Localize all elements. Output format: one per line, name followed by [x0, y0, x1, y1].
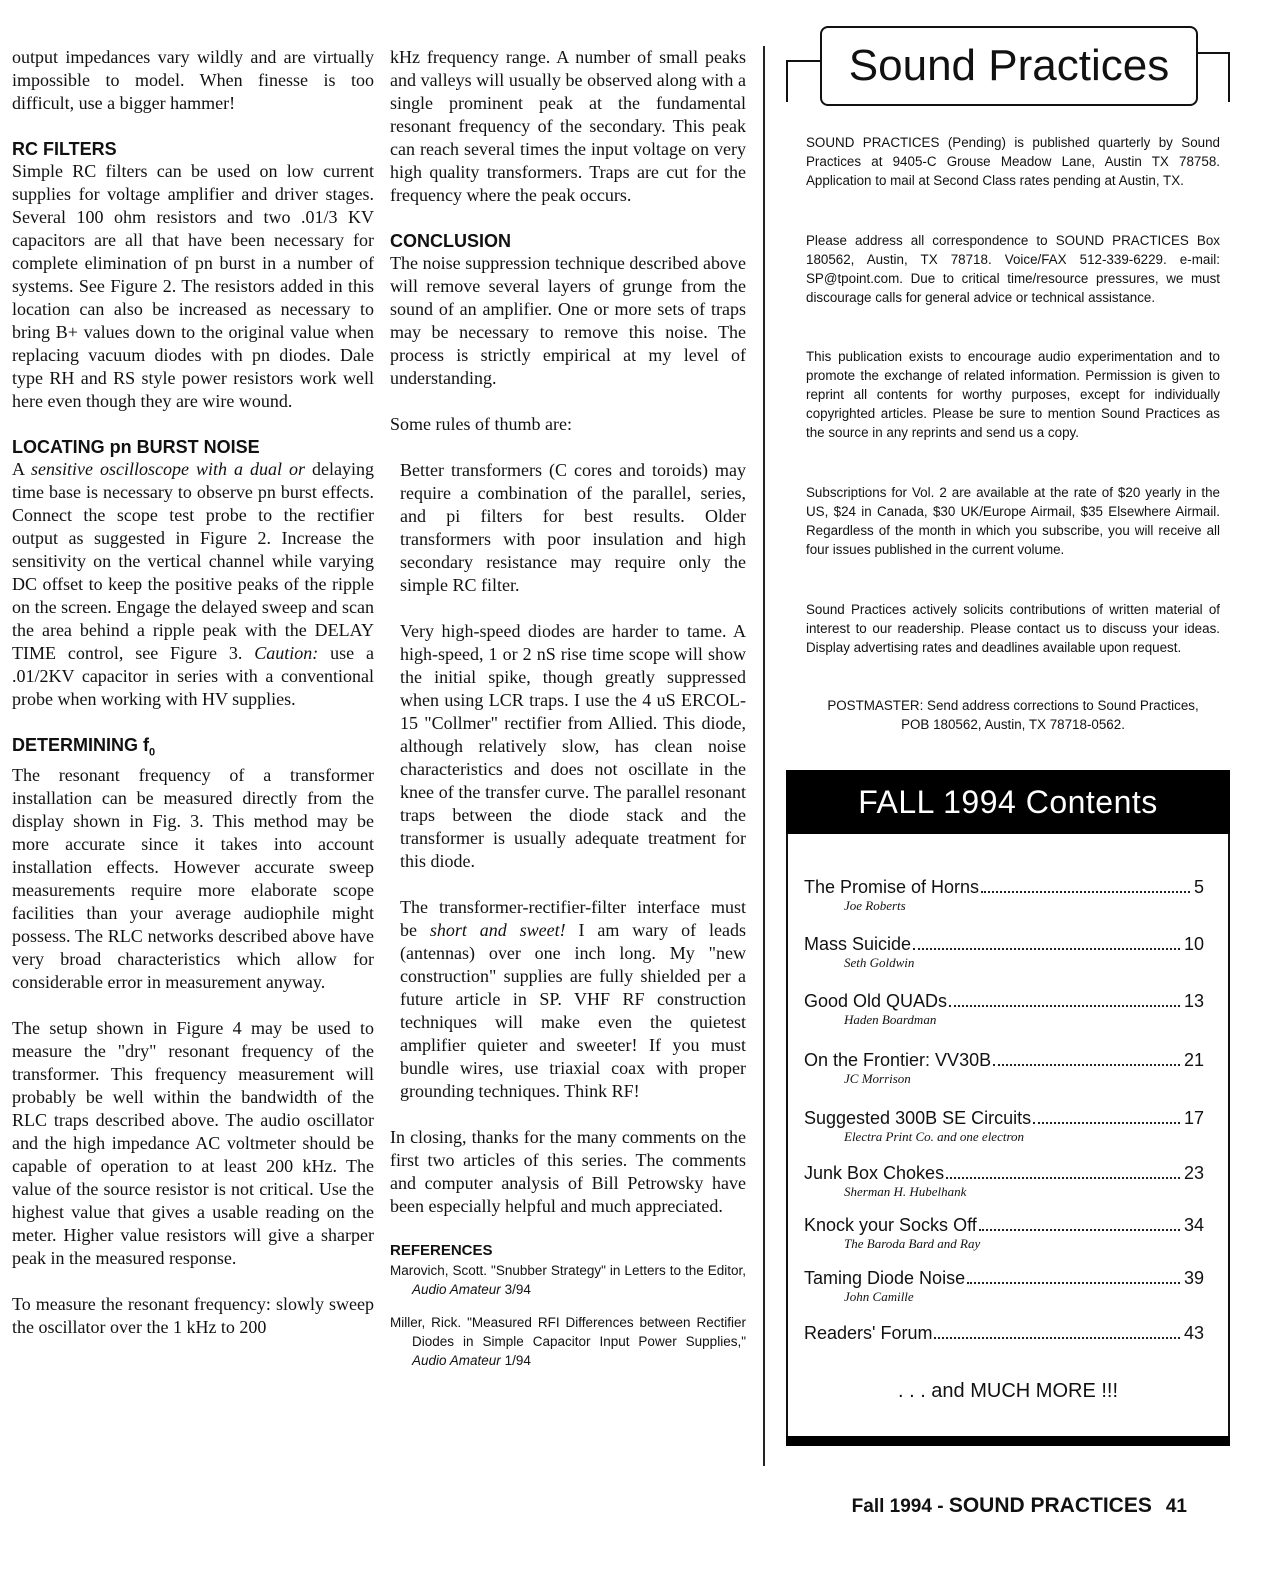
bracket-right-vertical [1228, 52, 1230, 102]
masthead-info-contributions: Sound Practices actively solicits contributions of written material of interest to our readership. Please contact us to discuss your ideas. Display advertising rates and deadlines available upon request. [806, 602, 1220, 655]
masthead-postmaster: POSTMASTER: Send address corrections to Sound Practices, POB 180562, Austin, TX 78718-0562. [827, 698, 1199, 732]
text-emphasis: sensitive oscilloscope with a dual or [31, 459, 306, 479]
toc-item[interactable] [804, 990, 1204, 1028]
toc-author: Haden Boardman [844, 1012, 937, 1027]
toc-title: Mass Suicide [804, 934, 912, 954]
paragraph-rules-intro: Some rules of thumb are: [390, 414, 572, 434]
toc-page: 17 [1183, 1108, 1204, 1128]
toc-author: Electra Print Co. and one electron [844, 1129, 1025, 1144]
heading-locating: LOCATING pn BURST NOISE [12, 437, 260, 457]
text-emphasis: Audio Amateur [412, 1282, 501, 1297]
paragraph-locating [12, 458, 374, 711]
toc-item[interactable] [804, 1049, 1204, 1087]
text-run: The transformer-rectifier-filter interface must be [400, 897, 746, 940]
contents-bottom-bar [786, 1436, 1230, 1446]
article-column-left [12, 46, 374, 1339]
toc-title: The Promise of Horns [804, 877, 980, 897]
toc-author: JC Morrison [844, 1071, 911, 1086]
toc-page: 43 [1183, 1323, 1204, 1343]
toc-page: 23 [1183, 1163, 1204, 1183]
paragraph-closing: In closing, thanks for the many comments on the first two articles of this series. The comments and computer analysis of Bill Petrowsky have been especially helpful and much appreciated. [390, 1127, 746, 1216]
masthead-info-subscriptions: Subscriptions for Vol. 2 are available at the rate of $20 yearly in the US, $24 in Canada, $30 UK/Europe Airmail, $35 Elsewhere Airmail. Regardless of the month in which you subscribe, you will receive all four issues published in the current volume. [806, 485, 1220, 557]
toc-leader [946, 1177, 1180, 1179]
masthead-info-correspondence: Please address all correspondence to SOUND PRACTICES Box 180562, Austin, TX 78718. Voice/FAX 512-339-6229. e-mail: SP@tpoint.com. Due to critical time/resource pressures, we must discourage calls for general advice or technical assistance. [806, 233, 1220, 305]
toc-leader [934, 1337, 1179, 1339]
text-run: Marovich, Scott. "Snubber Strategy" in Letters to the Editor, [390, 1263, 746, 1278]
toc-author: The Baroda Bard and Ray [844, 1236, 981, 1251]
masthead-info-permission: This publication exists to encourage audio experimentation and to promote the exchange of related information. Permission is given to reprint all contents for worthy purposes, except for individually copyrighted articles. Please be sure to mention Sound Practices as the source in any reprints and send us a copy. [806, 349, 1220, 440]
toc-title: On the Frontier: VV30B [804, 1050, 992, 1070]
text-run: 3/94 [500, 1282, 531, 1297]
toc-item[interactable] [804, 1214, 1204, 1252]
toc-page: 10 [1183, 934, 1204, 954]
reference-1 [390, 1261, 746, 1299]
bracket-left-horizontal [786, 60, 822, 62]
toc-leader [1033, 1122, 1180, 1124]
heading-text: DETERMINING f [12, 735, 149, 755]
toc-author: Seth Goldwin [844, 955, 915, 970]
contents-header-bar [786, 770, 1230, 834]
paragraph-conclusion: The noise suppression technique described above will remove several layers of grunge from the sound of an amplifier. One or more sets of traps may be necessary to remove this noise. The process is strictly empirical at my level of understanding. [390, 253, 746, 388]
toc-author: Sherman H. Hubelhank [844, 1184, 967, 1199]
toc-item[interactable] [804, 1267, 1204, 1305]
paragraph-rc-filters: Simple RC filters can be used on low current supplies for voltage amplifier and driver stages. Several 100 ohm resistors and two .01/3 KV capacitors are all that have been necessary for complete elimination of pn burst in a number of systems. See Figure 2. The resistors added in this location can also be increased as necessary to bring B+ values down to the original value when replacing vacuum diodes with pn diodes. Dale type RH and RS style power resistors work well here even though they are wire wound. [12, 161, 374, 411]
text-run: delaying time base is necessary to observe pn burst effects. Connect the scope test probe to the rectifier output as suggested in Figure 2. Increase the sensitivity on the vertical channel while varying DC offset to keep the positive peaks of the ripple on the screen. Engage the delayed sweep and scan the area behind a ripple peak with the DELAY TIME control, see Figure 3. [12, 459, 374, 663]
reference-2 [390, 1313, 746, 1370]
bracket-left-vertical [786, 60, 788, 102]
toc-title: Readers' Forum [804, 1323, 933, 1343]
toc-page: 5 [1193, 877, 1204, 897]
text-run: use a .01/2KV capacitor in series with a conventional probe when working with HV supplies. [12, 643, 375, 709]
toc-title: Knock your Socks Off [804, 1215, 977, 1235]
toc-leader [967, 1282, 1180, 1284]
masthead-info-publication: SOUND PRACTICES (Pending) is published quarterly by Sound Practices at 9405-C Grouse Meadow Lane, Austin TX 78758. Application to mail at Second Class rates pending at Austin, TX. [806, 135, 1220, 188]
toc-leader [981, 891, 1190, 893]
toc-author: John Camille [844, 1289, 914, 1304]
toc-leader [913, 948, 1180, 950]
toc-item[interactable] [804, 876, 1204, 914]
toc-title: Junk Box Chokes [804, 1163, 945, 1183]
text-run: I am wary of leads (antennas) over one inch long. My "new construction" supplies are fully shielded per a future article in SP. VHF RF construction techniques will make even the quietest amplifier quieter and sweeter! If you must bundle wires, use triaxial coax with proper grounding techniques. Think RF! [400, 920, 746, 1101]
contents-heading: FALL 1994 Contents [858, 783, 1158, 820]
heading-conclusion: CONCLUSION [390, 231, 511, 251]
paragraph-determining-2: The setup shown in Figure 4 may be used to measure the "dry" resonant frequency of the transformer. This frequency measurement will probably be well within the bandwidth of the RLC traps described above. The audio oscillator and the high impedance AC voltmeter should be capable of operation to at least 200 kHz. The value of the source resistor is not critical. Use the highest value that gives a usable reading on the meter. Higher value resistors will give a sharper peak in the measured response. [12, 1017, 374, 1268]
heading-rc-filters: RC FILTERS [12, 139, 117, 159]
paragraph-rule-3 [400, 896, 746, 1103]
page-footer [852, 1494, 1187, 1518]
text-run: A [12, 459, 32, 479]
footer-issue: Fall 1994 - [851, 1496, 949, 1517]
heading-subscript: 0 [149, 746, 156, 759]
paragraph-determining-3: To measure the resonant frequency: slowly sweep the oscillator over the 1 kHz to 200 [12, 1293, 374, 1337]
toc-page: 39 [1183, 1268, 1204, 1288]
column-divider [763, 46, 765, 1466]
toc-title: Good Old QUADs [804, 991, 948, 1011]
contents-more: . . . and MUCH MORE !!! [897, 1380, 1119, 1402]
heading-determining [12, 734, 374, 764]
masthead-title-frame [820, 26, 1198, 106]
toc-leader [993, 1064, 1180, 1066]
footer-page-number: 41 [1165, 1496, 1187, 1517]
text-run: Miller, Rick. "Measured RFI Differences between Rectifier Diodes in Simple Capacitor Input Power Supplies," [390, 1315, 746, 1349]
heading-references: REFERENCES [390, 1242, 493, 1259]
toc-author: Joe Roberts [844, 898, 906, 913]
text-emphasis: Audio Amateur [412, 1353, 501, 1368]
article-column-middle [390, 46, 746, 1370]
masthead-title-box [786, 20, 1230, 102]
masthead-title: Sound Practices [848, 41, 1170, 90]
toc-title: Suggested 300B SE Circuits [804, 1108, 1032, 1128]
toc-item[interactable] [804, 1162, 1204, 1200]
toc-page: 13 [1183, 991, 1204, 1011]
text-run: 1/94 [500, 1353, 531, 1368]
paragraph-rule-2: Very high-speed diodes are harder to tame. A high-speed, 1 or 2 nS rise time scope will show the initial spike, though greatly suppressed when using LCR traps. I use the 4 uS ERCOL-15 "Collmer" rectifier from Allied. This diode, although relatively slow, has clean noise characteristics and does not oscillate in the knee of the transfer curve. The parallel resonant traps between the diode stack and the transformer is usually adequate treatment for this diode. [400, 621, 746, 871]
text-emphasis: short and sweet! [429, 920, 566, 940]
paragraph-rule-1: Better transformers (C cores and toroids) may require a combination of the parallel, series, and pi filters for best results. Older transformers with poor insulation and high secondary resistance may require only the simple RC filter. [400, 460, 746, 595]
paragraph-determining-1: The resonant frequency of a transformer installation can be measured directly from the display shown in Fig. 3. This method may be more accurate since it takes into account installation effects. However accurate sweep measurements require more elaborate scope facilities than your average audiophile might possess. The RLC networks described above have very broad characteristics which allow for considerable error in measurement anyway. [12, 764, 374, 992]
toc-page: 34 [1183, 1215, 1204, 1235]
toc-leader [979, 1229, 1180, 1231]
paragraph-continued: kHz frequency range. A number of small peaks and valleys will usually be observed along with a single prominent peak at the fundamental resonant frequency of the secondary. This peak can reach several times the input voltage on very high quality transformers. Traps are cut for the frequency where the peak occurs. [390, 47, 746, 205]
text-emphasis: Caution: [254, 643, 319, 663]
toc-item[interactable] [804, 1107, 1204, 1145]
footer-publication: SOUND PRACTICES [948, 1494, 1152, 1517]
toc-title: Taming Diode Noise [804, 1268, 966, 1288]
toc-page: 21 [1183, 1050, 1204, 1070]
paragraph-intro: output impedances vary wildly and are virtually impossible to model. When finesse is too difficult, use a bigger hammer! [12, 47, 374, 113]
toc-item[interactable] [804, 933, 1204, 971]
toc-item[interactable] [804, 1322, 1204, 1344]
toc-leader [949, 1005, 1180, 1007]
